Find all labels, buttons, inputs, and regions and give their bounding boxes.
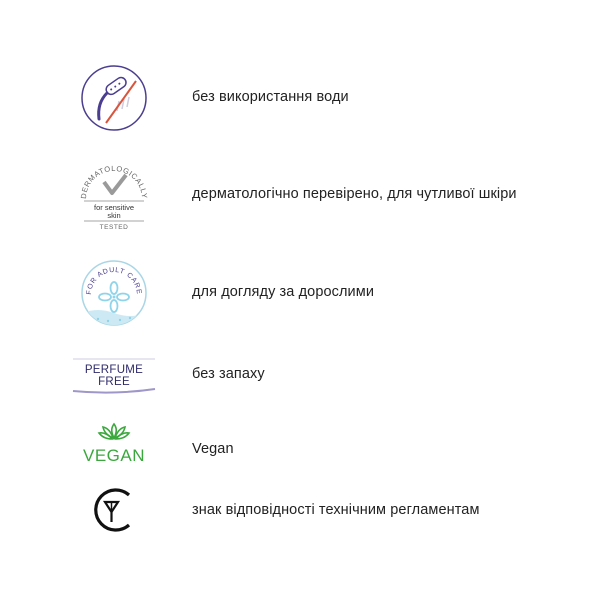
- badge-arc-text: DERMATOLOGICALLY: [78, 163, 150, 200]
- dermatologically-tested-badge-icon: [64, 155, 164, 235]
- badge-line2: FREE: [98, 376, 130, 388]
- badge-line2: skin: [107, 211, 121, 220]
- feature-label: дерматологічно перевірено, для чутливої шкіри: [192, 186, 517, 202]
- ukrainian-conformity-mark-icon: [64, 480, 164, 540]
- shower-no-water-icon: [64, 58, 164, 138]
- feature-row-no-water: [0, 58, 600, 138]
- feature-label: без запаху: [192, 366, 265, 382]
- feature-label: без використання води: [192, 89, 349, 105]
- badge-line1: PERFUME: [84, 364, 144, 376]
- feature-row-vegan: [0, 415, 600, 475]
- feature-label: для догляду за дорослими: [192, 284, 375, 300]
- badge-bottom: TESTED: [99, 224, 129, 231]
- badge-text: VEGAN: [82, 446, 146, 465]
- badge-line1: for sensitive: [93, 203, 135, 212]
- perfume-free-icon: [64, 345, 164, 405]
- feature-row-conformity-mark: [0, 480, 600, 540]
- svg-text:DERMATOLOGICALLY: [79, 164, 149, 199]
- feature-label: Vegan: [192, 441, 234, 457]
- feature-row-dermatologically-tested: [0, 155, 600, 235]
- vegan-leaves-icon: [64, 415, 164, 475]
- feature-row-perfume-free: [0, 345, 600, 405]
- feature-label: знак відповідності технічним регламентам: [192, 502, 480, 518]
- feature-row-adult-care: [0, 253, 600, 333]
- adult-care-badge-icon: [64, 253, 164, 333]
- badge-arc-text: FOR ADULT CARE: [85, 266, 143, 296]
